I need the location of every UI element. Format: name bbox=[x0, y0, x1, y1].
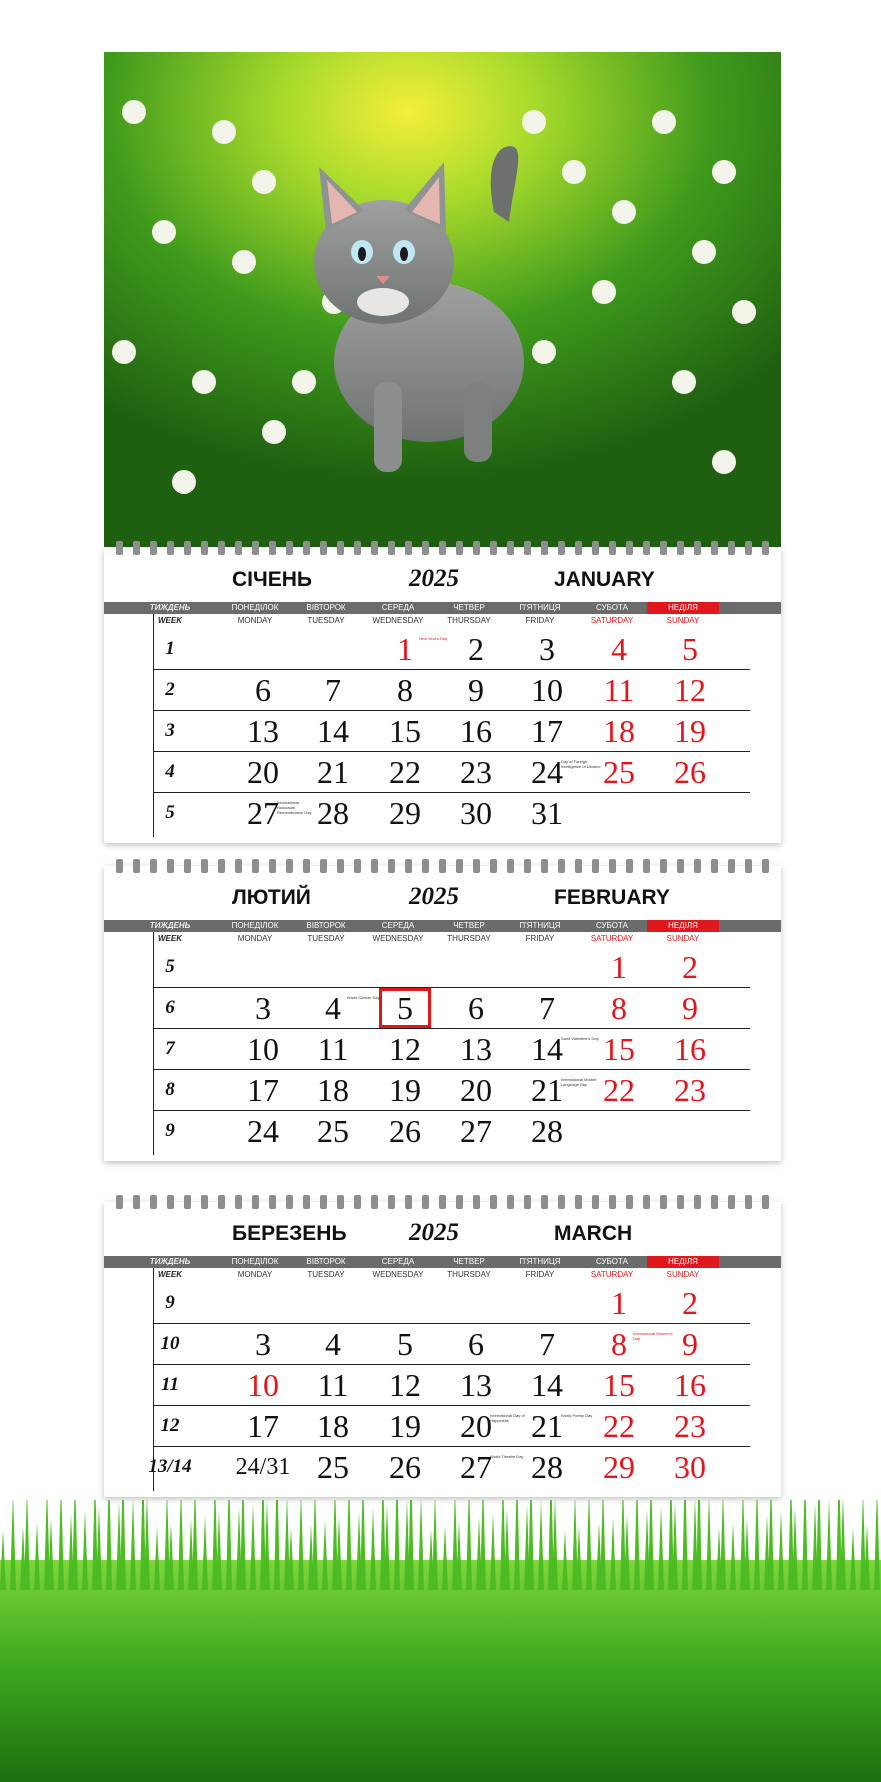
day-cell[interactable]: 19 bbox=[389, 1408, 421, 1444]
clover-flower bbox=[252, 170, 276, 194]
weekday-en-4: FRIDAY bbox=[525, 616, 555, 625]
holiday-note: Saint Valentine's Day bbox=[561, 1036, 599, 1041]
month-sheet-february bbox=[104, 866, 781, 1161]
day-cell[interactable]: 16 bbox=[460, 713, 492, 749]
day-cell[interactable]: 19 bbox=[389, 1072, 421, 1108]
weekday-header-ua bbox=[104, 920, 781, 932]
clover-flower bbox=[192, 370, 216, 394]
year-label: 2025 bbox=[409, 883, 459, 910]
day-cell[interactable]: 26 bbox=[389, 1449, 421, 1485]
week-label-ua: ТИЖДЕНЬ bbox=[149, 921, 191, 930]
clover-flower bbox=[112, 340, 136, 364]
day-cell[interactable]: 10 bbox=[247, 1367, 279, 1403]
day-cell[interactable]: 5 bbox=[397, 1326, 413, 1362]
day-cell[interactable]: 5 bbox=[397, 990, 413, 1026]
day-cell[interactable]: 19 bbox=[674, 713, 706, 749]
today-marker bbox=[379, 988, 431, 1028]
weekday-ua-0: ПОНЕДІЛОК bbox=[231, 921, 279, 930]
grass-blade bbox=[850, 1528, 856, 1590]
weekday-header-en bbox=[104, 1270, 781, 1282]
day-cell[interactable]: 1 bbox=[397, 631, 413, 667]
month-header bbox=[104, 876, 781, 920]
weekday-header-ua bbox=[104, 602, 781, 614]
week-number: 1 bbox=[165, 638, 175, 659]
day-cell[interactable]: 11 bbox=[603, 672, 635, 708]
day-cell[interactable]: 24/31 bbox=[235, 1454, 291, 1480]
day-cell[interactable]: 24 bbox=[247, 1113, 279, 1149]
holiday-note: World Cancer Day bbox=[347, 995, 380, 1000]
weekday-ua-0: ПОНЕДІЛОК bbox=[231, 1257, 279, 1266]
week-number: 4 bbox=[165, 761, 175, 782]
weekday-ua-6: НЕДІЛЯ bbox=[647, 602, 719, 614]
grass-blade bbox=[120, 1500, 126, 1590]
day-cell[interactable]: 4 bbox=[611, 631, 627, 667]
day-cell[interactable]: 6 bbox=[255, 672, 271, 708]
day-cell[interactable]: 30 bbox=[674, 1449, 706, 1485]
day-cell[interactable]: 17 bbox=[531, 713, 563, 749]
day-cell[interactable]: 1 bbox=[611, 1285, 627, 1321]
weekday-header-ua bbox=[104, 1256, 781, 1268]
holiday-note: World Theatre Day bbox=[490, 1454, 524, 1459]
week-number: 10 bbox=[160, 1333, 180, 1354]
binding-rings bbox=[104, 857, 781, 875]
day-cell[interactable]: 26 bbox=[674, 754, 706, 790]
clover-flower bbox=[732, 300, 756, 324]
day-cell[interactable]: 3 bbox=[255, 990, 271, 1026]
grass-blade bbox=[360, 1500, 366, 1590]
week-number: 7 bbox=[165, 1038, 175, 1059]
day-cell[interactable]: 6 bbox=[468, 1326, 484, 1362]
weekday-ua-3: ЧЕТВЕР bbox=[453, 603, 485, 612]
weekday-en-5: SATURDAY bbox=[590, 1270, 634, 1279]
grass-blade bbox=[408, 1500, 414, 1590]
day-cell[interactable]: 16 bbox=[674, 1031, 706, 1067]
clover-flower bbox=[712, 450, 736, 474]
row-divider bbox=[153, 1323, 750, 1324]
day-cell[interactable]: 2 bbox=[468, 631, 484, 667]
clover-flower bbox=[152, 220, 176, 244]
week-number: 3 bbox=[165, 720, 175, 741]
row-divider bbox=[153, 1446, 750, 1447]
day-cell[interactable]: 15 bbox=[389, 713, 421, 749]
day-cell[interactable]: 27 bbox=[247, 795, 279, 831]
kitten-photo bbox=[104, 52, 781, 547]
row-divider bbox=[153, 1028, 750, 1029]
grass-background bbox=[0, 1500, 881, 1782]
day-cell[interactable]: 12 bbox=[674, 672, 706, 708]
weekday-ua-1: ВІВТОРОК bbox=[306, 603, 346, 612]
holiday-note: World Poetry Day bbox=[561, 1413, 593, 1418]
day-cell[interactable]: 28 bbox=[531, 1113, 563, 1149]
day-cell[interactable]: 2 bbox=[682, 949, 698, 985]
day-cell[interactable]: 18 bbox=[317, 1408, 349, 1444]
day-cell[interactable]: 14 bbox=[531, 1031, 563, 1067]
grass-blade bbox=[480, 1500, 486, 1590]
row-divider bbox=[153, 1364, 750, 1365]
weekday-en-3: THURSDAY bbox=[447, 616, 491, 625]
grass-blade bbox=[322, 1520, 328, 1590]
grass-blade bbox=[730, 1523, 736, 1590]
grass-blade bbox=[154, 1527, 160, 1590]
grass-blade bbox=[514, 1500, 520, 1590]
weekday-ua-6: НЕДІЛЯ bbox=[647, 1256, 719, 1268]
weekday-en-3: THURSDAY bbox=[447, 934, 491, 943]
weekday-en-6: SUNDAY bbox=[666, 616, 700, 625]
week-number: 8 bbox=[165, 1079, 175, 1100]
weekday-ua-2: СЕРЕДА bbox=[381, 1257, 415, 1266]
clover-flower bbox=[522, 110, 546, 134]
day-cell[interactable]: 5 bbox=[682, 631, 698, 667]
grass-blade bbox=[418, 1500, 424, 1590]
weekday-ua-4: П'ЯТНИЦЯ bbox=[519, 921, 561, 930]
weekday-en-4: FRIDAY bbox=[525, 934, 555, 943]
grass-blade bbox=[72, 1500, 78, 1590]
weekday-header-en bbox=[104, 934, 781, 946]
day-cell[interactable]: 7 bbox=[325, 672, 341, 708]
grass-blade bbox=[34, 1522, 40, 1590]
clover-flower bbox=[612, 200, 636, 224]
day-cell[interactable]: 18 bbox=[603, 713, 635, 749]
clover-flower bbox=[532, 340, 556, 364]
weekday-en-6: SUNDAY bbox=[666, 1270, 700, 1279]
month-name-en: FEBRUARY bbox=[554, 886, 670, 909]
month-header bbox=[104, 558, 781, 602]
day-cell[interactable]: 9 bbox=[682, 990, 698, 1026]
grass-blade bbox=[816, 1500, 822, 1590]
weekday-en-3: THURSDAY bbox=[447, 1270, 491, 1279]
weekday-en-2: WEDNESDAY bbox=[372, 616, 424, 625]
day-cell[interactable]: 15 bbox=[603, 1031, 635, 1067]
day-cell[interactable]: 6 bbox=[468, 990, 484, 1026]
day-cell[interactable]: 2 bbox=[682, 1285, 698, 1321]
day-cell[interactable]: 25 bbox=[603, 754, 635, 790]
day-cell[interactable]: 20 bbox=[460, 1072, 492, 1108]
week-label-ua: ТИЖДЕНЬ bbox=[149, 603, 191, 612]
holiday-note: New Year's Day bbox=[419, 636, 448, 641]
day-cell[interactable]: 13 bbox=[247, 713, 279, 749]
weekday-ua-2: СЕРЕДА bbox=[381, 921, 415, 930]
week-number: 5 bbox=[165, 802, 175, 823]
grass-blade bbox=[682, 1500, 688, 1590]
weekday-ua-5: СУБОТА bbox=[596, 603, 628, 612]
day-cell[interactable]: 14 bbox=[531, 1367, 563, 1403]
grass-blade bbox=[192, 1500, 198, 1590]
month-header bbox=[104, 1212, 781, 1256]
week-label-en: WEEK bbox=[158, 616, 182, 625]
week-number: 2 bbox=[165, 679, 175, 700]
weekday-ua-5: СУБОТА bbox=[596, 921, 628, 930]
grass-blade bbox=[586, 1500, 592, 1590]
grass-blade bbox=[696, 1500, 702, 1590]
day-cell[interactable]: 22 bbox=[603, 1072, 635, 1108]
day-cell[interactable]: 14 bbox=[317, 713, 349, 749]
weekday-ua-1: ВІВТОРОК bbox=[306, 921, 346, 930]
holiday-note: Day of Foreign Intelligence of Ukraine bbox=[561, 759, 601, 769]
day-cell[interactable]: 23 bbox=[460, 754, 492, 790]
row-divider bbox=[153, 1110, 750, 1111]
weekday-en-1: TUESDAY bbox=[307, 616, 345, 625]
clover-flower bbox=[292, 370, 316, 394]
day-cell[interactable]: 3 bbox=[255, 1326, 271, 1362]
weekday-en-1: TUESDAY bbox=[307, 934, 345, 943]
grass-blade bbox=[610, 1518, 616, 1590]
binding-rings bbox=[104, 539, 781, 557]
grass-blade bbox=[130, 1500, 136, 1590]
grass-blade bbox=[274, 1500, 280, 1590]
day-cell[interactable]: 21 bbox=[317, 754, 349, 790]
day-cell[interactable]: 25 bbox=[317, 1449, 349, 1485]
clover-flower bbox=[712, 160, 736, 184]
week-number: 9 bbox=[165, 1120, 175, 1141]
grass-blade bbox=[226, 1500, 232, 1590]
day-cell[interactable]: 9 bbox=[468, 672, 484, 708]
grass-blade bbox=[58, 1500, 64, 1590]
month-name-en: JANUARY bbox=[554, 568, 655, 591]
clover-flower bbox=[172, 470, 196, 494]
holiday-note: International Women's Day bbox=[633, 1331, 673, 1341]
month-name-en: MARCH bbox=[554, 1222, 633, 1245]
month-name-ua: ЛЮТИЙ bbox=[232, 886, 311, 909]
weekday-en-5: SATURDAY bbox=[590, 616, 634, 625]
grass-blade bbox=[106, 1500, 112, 1590]
row-divider bbox=[153, 987, 750, 988]
holiday-note: International Mother Language Day bbox=[561, 1077, 597, 1087]
month-sheet-january bbox=[104, 548, 781, 843]
row-divider bbox=[153, 1069, 750, 1070]
weekday-ua-6: НЕДІЛЯ bbox=[647, 920, 719, 932]
weekday-en-2: WEDNESDAY bbox=[372, 1270, 424, 1279]
holiday-note: International Day of Happiness bbox=[490, 1413, 525, 1423]
month-sheet-march bbox=[104, 1202, 781, 1497]
clover-flower bbox=[652, 110, 676, 134]
day-cell[interactable]: 11 bbox=[317, 1367, 349, 1403]
day-cell[interactable]: 27 bbox=[460, 1449, 492, 1485]
day-cell[interactable]: 23 bbox=[674, 1072, 706, 1108]
month-name-ua: СІЧЕНЬ bbox=[232, 568, 313, 591]
day-cell[interactable]: 27 bbox=[460, 1113, 492, 1149]
grass-blade bbox=[82, 1510, 88, 1590]
weekday-ua-2: СЕРЕДА bbox=[381, 603, 415, 612]
grass-blade bbox=[490, 1513, 496, 1590]
row-divider bbox=[153, 669, 750, 670]
day-cell[interactable]: 13 bbox=[460, 1367, 492, 1403]
day-cell[interactable]: 10 bbox=[247, 1031, 279, 1067]
day-cell[interactable]: 22 bbox=[603, 1408, 635, 1444]
day-cell[interactable]: 24 bbox=[531, 754, 563, 790]
day-cell[interactable]: 8 bbox=[611, 1326, 627, 1362]
clover-flower bbox=[212, 120, 236, 144]
week-label-ua: ТИЖДЕНЬ bbox=[149, 1257, 191, 1266]
grass-blade bbox=[754, 1500, 760, 1590]
weekday-ua-0: ПОНЕДІЛОК bbox=[231, 603, 279, 612]
day-cell[interactable]: 25 bbox=[317, 1113, 349, 1149]
day-cell[interactable]: 21 bbox=[531, 1072, 563, 1108]
grass-blade bbox=[634, 1500, 640, 1590]
holiday-note: International Holocaust Remembrance Day bbox=[277, 800, 312, 815]
grass-blade bbox=[538, 1501, 544, 1590]
day-cell[interactable]: 20 bbox=[460, 1408, 492, 1444]
grass-blade bbox=[466, 1500, 472, 1590]
day-cell[interactable]: 15 bbox=[603, 1367, 635, 1403]
day-cell[interactable]: 30 bbox=[460, 795, 492, 831]
grass-blade bbox=[178, 1500, 184, 1590]
grass-blade bbox=[346, 1500, 352, 1590]
grass-blade bbox=[600, 1500, 606, 1590]
week-number: 6 bbox=[165, 997, 175, 1018]
grass-blade bbox=[720, 1500, 726, 1590]
clover-flower bbox=[592, 280, 616, 304]
row-divider bbox=[153, 1405, 750, 1406]
clover-flower bbox=[692, 240, 716, 264]
day-cell[interactable]: 4 bbox=[325, 990, 341, 1026]
weekday-ua-1: ВІВТОРОК bbox=[306, 1257, 346, 1266]
grass-blade bbox=[648, 1500, 654, 1590]
day-cell[interactable]: 7 bbox=[539, 990, 555, 1026]
clover-flower bbox=[262, 420, 286, 444]
day-cell[interactable]: 17 bbox=[247, 1408, 279, 1444]
grass-blade bbox=[802, 1500, 808, 1590]
day-cell[interactable]: 10 bbox=[531, 672, 563, 708]
day-cell[interactable]: 29 bbox=[389, 795, 421, 831]
day-cell[interactable]: 18 bbox=[317, 1072, 349, 1108]
day-cell[interactable]: 17 bbox=[247, 1072, 279, 1108]
weekday-ua-3: ЧЕТВЕР bbox=[453, 1257, 485, 1266]
day-cell[interactable]: 8 bbox=[611, 990, 627, 1026]
week-number: 5 bbox=[165, 956, 175, 977]
grass-blade bbox=[528, 1500, 534, 1590]
grass-blade bbox=[370, 1508, 376, 1590]
grass-blade bbox=[24, 1500, 30, 1590]
grass-blade bbox=[706, 1500, 712, 1590]
day-cell[interactable]: 4 bbox=[325, 1326, 341, 1362]
weekday-en-6: SUNDAY bbox=[666, 934, 700, 943]
grass-blade bbox=[658, 1506, 664, 1590]
weekday-en-1: TUESDAY bbox=[307, 1270, 345, 1279]
grass-blade bbox=[778, 1511, 784, 1590]
clover-flower bbox=[672, 370, 696, 394]
weekday-en-2: WEDNESDAY bbox=[372, 934, 424, 943]
binding-rings bbox=[104, 1193, 781, 1211]
weekday-en-4: FRIDAY bbox=[525, 1270, 555, 1279]
weekday-en-5: SATURDAY bbox=[590, 934, 634, 943]
day-cell[interactable]: 31 bbox=[531, 795, 563, 831]
week-number: 11 bbox=[161, 1374, 179, 1395]
grass-blade bbox=[826, 1500, 832, 1590]
day-cell[interactable]: 28 bbox=[531, 1449, 563, 1485]
grass-blade bbox=[432, 1500, 438, 1590]
grass-blade bbox=[312, 1500, 318, 1590]
weekday-ua-5: СУБОТА bbox=[596, 1257, 628, 1266]
week-number: 9 bbox=[165, 1292, 175, 1313]
week-number: 12 bbox=[160, 1415, 180, 1436]
week-number: 13/14 bbox=[148, 1456, 192, 1477]
day-cell[interactable]: 13 bbox=[460, 1031, 492, 1067]
clover-flower bbox=[232, 250, 256, 274]
grass-blade bbox=[250, 1503, 256, 1590]
day-cell[interactable]: 26 bbox=[389, 1113, 421, 1149]
weekday-en-0: MONDAY bbox=[237, 616, 273, 625]
day-cell[interactable]: 28 bbox=[317, 795, 349, 831]
day-cell[interactable]: 29 bbox=[603, 1449, 635, 1485]
year-label: 2025 bbox=[409, 1219, 459, 1246]
grass-blade bbox=[202, 1515, 208, 1590]
month-name-ua: БЕРЕЗЕНЬ bbox=[232, 1222, 347, 1245]
grass-blade bbox=[442, 1525, 448, 1590]
grass-blade bbox=[240, 1500, 246, 1590]
row-divider bbox=[153, 792, 750, 793]
day-cell[interactable]: 12 bbox=[389, 1031, 421, 1067]
day-cell[interactable]: 7 bbox=[539, 1326, 555, 1362]
day-cell[interactable]: 16 bbox=[674, 1367, 706, 1403]
weekday-ua-3: ЧЕТВЕР bbox=[453, 921, 485, 930]
week-label-en: WEEK bbox=[158, 1270, 182, 1279]
weekday-header-en bbox=[104, 616, 781, 628]
day-cell[interactable]: 22 bbox=[389, 754, 421, 790]
weekday-ua-4: П'ЯТНИЦЯ bbox=[519, 1257, 561, 1266]
day-cell[interactable]: 23 bbox=[674, 1408, 706, 1444]
day-cell[interactable]: 21 bbox=[531, 1408, 563, 1444]
week-label-en: WEEK bbox=[158, 934, 182, 943]
row-divider bbox=[153, 751, 750, 752]
grass-blade bbox=[298, 1500, 304, 1590]
weekday-ua-4: П'ЯТНИЦЯ bbox=[519, 603, 561, 612]
clover-flower bbox=[122, 100, 146, 124]
day-cell[interactable]: 1 bbox=[611, 949, 627, 985]
day-cell[interactable]: 12 bbox=[389, 1367, 421, 1403]
grass-blade bbox=[394, 1500, 400, 1590]
row-divider bbox=[153, 710, 750, 711]
clover-flower bbox=[562, 160, 586, 184]
day-cell[interactable]: 11 bbox=[317, 1031, 349, 1067]
weekday-en-0: MONDAY bbox=[237, 1270, 273, 1279]
grass-blade bbox=[10, 1500, 16, 1590]
day-cell[interactable]: 9 bbox=[682, 1326, 698, 1362]
day-cell[interactable]: 3 bbox=[539, 631, 555, 667]
day-cell[interactable]: 8 bbox=[397, 672, 413, 708]
weekday-en-0: MONDAY bbox=[237, 934, 273, 943]
grass-blade bbox=[768, 1500, 774, 1590]
grass-blade bbox=[874, 1500, 880, 1590]
year-label: 2025 bbox=[409, 565, 459, 592]
day-cell[interactable]: 20 bbox=[247, 754, 279, 790]
